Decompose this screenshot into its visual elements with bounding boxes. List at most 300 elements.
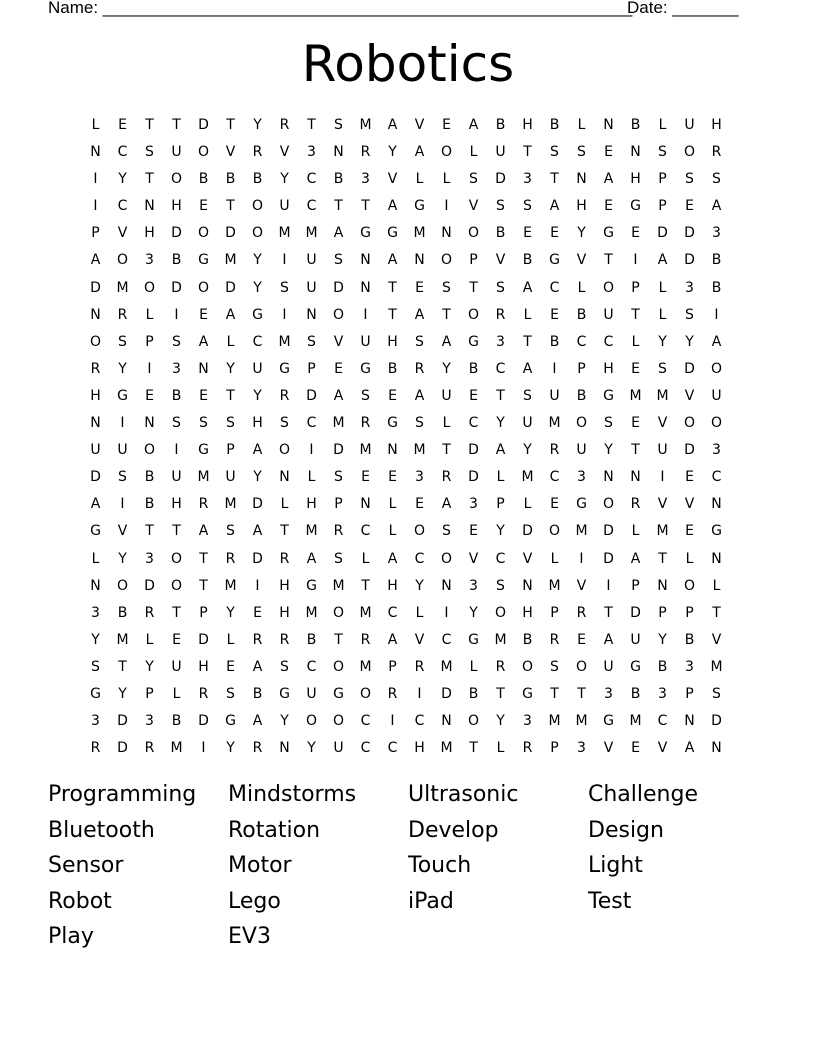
grid-letter: E	[631, 360, 640, 377]
grid-letter: A	[441, 496, 452, 513]
grid-letter: O	[143, 442, 156, 459]
grid-letter: G	[225, 713, 236, 730]
grid-letter: L	[496, 740, 505, 757]
grid-letter: S	[604, 415, 613, 432]
grid-letter: V	[603, 740, 614, 757]
word-search-grid	[82, 114, 730, 764]
grid-letter: N	[198, 360, 209, 377]
grid-letter: D	[333, 442, 344, 459]
grid-letter: Y	[91, 631, 100, 648]
grid-letter: S	[172, 333, 181, 350]
grid-letter: U	[495, 144, 506, 161]
grid-letter: R	[252, 144, 263, 161]
grid-letter: O	[440, 252, 453, 269]
grid-letter: N	[144, 198, 155, 215]
grid-letter: O	[170, 550, 183, 567]
grid-letter: L	[415, 171, 424, 188]
grid-letter: V	[279, 144, 290, 161]
grid-letter: C	[495, 360, 506, 377]
grid-letter: S	[280, 658, 289, 675]
grid-letter: Y	[118, 360, 127, 377]
grid-letter: I	[444, 604, 449, 621]
grid-letter: S	[415, 415, 424, 432]
grid-letter: P	[91, 225, 100, 242]
grid-letter: D	[90, 279, 101, 296]
grid-letter: A	[414, 306, 425, 323]
grid-letter: S	[118, 333, 127, 350]
grid-letter: 3	[523, 171, 532, 188]
grid-letter: C	[360, 523, 371, 540]
worksheet-header	[48, 0, 748, 20]
grid-letter: G	[306, 577, 317, 594]
grid-letter: C	[360, 740, 371, 757]
grid-letter: S	[496, 577, 505, 594]
grid-letter: H	[603, 360, 614, 377]
grid-letter: B	[387, 360, 398, 377]
grid-letter: P	[631, 279, 640, 296]
grid-letter: S	[226, 523, 235, 540]
grid-letter: G	[279, 360, 290, 377]
grid-letter: R	[441, 469, 452, 486]
grid-letter: R	[549, 631, 560, 648]
grid-letter: M	[494, 631, 507, 648]
grid-letter: G	[468, 631, 479, 648]
grid-letter: B	[171, 713, 182, 730]
grid-letter: E	[469, 387, 478, 404]
grid-letter: 3	[523, 713, 532, 730]
grid-letter: R	[252, 740, 263, 757]
grid-letter: H	[711, 117, 722, 133]
grid-letter: Y	[604, 442, 613, 459]
grid-letter: U	[171, 469, 182, 486]
grid-letter: S	[496, 279, 505, 296]
grid-letter: B	[171, 387, 182, 404]
grid-letter: R	[90, 360, 101, 377]
grid-letter: U	[306, 279, 317, 296]
grid-letter: N	[603, 117, 614, 133]
grid-letter: A	[387, 117, 398, 133]
grid-letter: V	[684, 387, 695, 404]
grid-letter: D	[225, 279, 236, 296]
grid-letter: O	[548, 523, 561, 540]
grid-letter: U	[441, 387, 452, 404]
grid-letter: G	[630, 198, 641, 215]
grid-letter: P	[145, 685, 154, 702]
grid-letter: O	[116, 252, 129, 269]
word-list-item: Sensor	[48, 853, 124, 879]
grid-letter: H	[171, 496, 182, 513]
grid-letter: C	[549, 469, 560, 486]
grid-letter: O	[143, 279, 156, 296]
grid-letter: B	[468, 360, 479, 377]
grid-letter: R	[279, 631, 290, 648]
grid-letter: G	[468, 333, 479, 350]
grid-letter: N	[684, 713, 695, 730]
grid-letter: U	[117, 442, 128, 459]
grid-letter: C	[360, 713, 371, 730]
grid-letter: D	[306, 387, 317, 404]
grid-letter: N	[90, 415, 101, 432]
grid-letter: C	[306, 171, 317, 188]
grid-letter: O	[467, 225, 480, 242]
grid-letter: G	[711, 523, 722, 540]
grid-letter: V	[414, 117, 425, 133]
grid-letter: D	[90, 469, 101, 486]
grid-letter: O	[710, 360, 723, 377]
grid-letter: M	[440, 658, 453, 675]
grid-letter: L	[658, 306, 667, 323]
grid-letter: H	[387, 577, 398, 594]
grid-letter: I	[93, 171, 98, 188]
grid-letter: G	[603, 713, 614, 730]
grid-letter: D	[117, 713, 128, 730]
grid-letter: C	[387, 740, 398, 757]
grid-letter: M	[359, 658, 372, 675]
grid-letter: L	[361, 550, 370, 567]
grid-letter: B	[522, 631, 533, 648]
grid-letter: L	[442, 415, 451, 432]
grid-letter: Y	[226, 360, 235, 377]
grid-letter: R	[144, 740, 155, 757]
grid-letter: B	[144, 469, 155, 486]
grid-letter: M	[332, 415, 345, 432]
grid-letter: S	[658, 144, 667, 161]
grid-letter: S	[523, 198, 532, 215]
grid-letter: C	[117, 144, 128, 161]
grid-letter: M	[548, 415, 561, 432]
grid-letter: I	[633, 252, 638, 269]
grid-letter: P	[658, 171, 667, 188]
grid-letter: P	[550, 740, 559, 757]
grid-letter: D	[333, 279, 344, 296]
grid-letter: E	[469, 523, 478, 540]
grid-letter: P	[658, 604, 667, 621]
grid-letter: 3	[577, 740, 586, 757]
grid-letter: S	[469, 171, 478, 188]
grid-letter: A	[414, 387, 425, 404]
grid-letter: T	[361, 198, 370, 215]
grid-letter: A	[387, 252, 398, 269]
grid-letter: N	[711, 740, 722, 757]
grid-letter: P	[685, 685, 694, 702]
grid-letter: U	[171, 658, 182, 675]
grid-letter: G	[360, 360, 371, 377]
grid-letter: M	[413, 442, 426, 459]
grid-letter: S	[280, 279, 289, 296]
word-list-item: Develop	[408, 817, 499, 843]
grid-letter: G	[387, 225, 398, 242]
grid-letter: G	[198, 252, 209, 269]
grid-letter: E	[550, 496, 559, 513]
grid-letter: I	[120, 496, 125, 513]
grid-letter: A	[198, 333, 209, 350]
grid-letter: C	[252, 333, 263, 350]
grid-letter: N	[414, 252, 425, 269]
grid-letter: A	[90, 496, 101, 513]
grid-letter: A	[468, 117, 479, 133]
grid-letter: P	[550, 604, 559, 621]
grid-letter: I	[552, 360, 557, 377]
grid-letter: S	[118, 469, 127, 486]
grid-letter: N	[657, 577, 668, 594]
grid-letter: 3	[604, 685, 613, 702]
grid-letter: O	[359, 685, 372, 702]
grid-letter: N	[603, 469, 614, 486]
grid-letter: M	[413, 225, 426, 242]
grid-letter: G	[576, 496, 587, 513]
grid-letter: T	[712, 604, 721, 621]
grid-letter: U	[333, 740, 344, 757]
grid-letter: R	[495, 306, 506, 323]
grid-letter: Y	[469, 604, 478, 621]
grid-letter: E	[577, 631, 586, 648]
grid-letter: R	[549, 442, 560, 459]
grid-letter: R	[198, 496, 209, 513]
grid-letter: O	[467, 713, 480, 730]
grid-letter: L	[91, 550, 100, 567]
grid-letter: D	[657, 225, 668, 242]
grid-letter: B	[495, 225, 506, 242]
grid-letter: V	[414, 631, 425, 648]
grid-letter: M	[440, 740, 453, 757]
grid-letter: P	[631, 577, 640, 594]
grid-letter: T	[442, 442, 451, 459]
grid-letter: M	[656, 523, 669, 540]
grid-letter: D	[171, 225, 182, 242]
grid-letter: C	[414, 713, 425, 730]
grid-letter: E	[631, 415, 640, 432]
grid-letter: D	[630, 604, 641, 621]
grid-letter: M	[575, 523, 588, 540]
grid-letter: S	[280, 415, 289, 432]
grid-letter: A	[387, 198, 398, 215]
grid-letter: E	[199, 387, 208, 404]
grid-letter: N	[630, 469, 641, 486]
grid-letter: B	[468, 685, 479, 702]
grid-letter: E	[415, 279, 424, 296]
grid-letter: V	[117, 523, 128, 540]
grid-letter: B	[171, 252, 182, 269]
grid-letter: T	[631, 442, 640, 459]
grid-letter: B	[684, 631, 695, 648]
grid-letter: O	[197, 225, 210, 242]
grid-letter: N	[90, 577, 101, 594]
grid-letter: E	[253, 604, 262, 621]
grid-letter: A	[441, 333, 452, 350]
grid-letter: S	[496, 198, 505, 215]
grid-letter: U	[603, 306, 614, 323]
grid-letter: 3	[91, 604, 100, 621]
grid-letter: D	[684, 225, 695, 242]
grid-letter: U	[711, 387, 722, 404]
grid-letter: M	[305, 523, 318, 540]
grid-letter: V	[117, 225, 128, 242]
grid-letter: D	[711, 713, 722, 730]
grid-letter: L	[550, 550, 559, 567]
grid-letter: T	[145, 523, 154, 540]
grid-letter: Y	[253, 469, 262, 486]
grid-letter: Y	[442, 360, 451, 377]
grid-letter: Y	[226, 604, 235, 621]
grid-letter: S	[550, 658, 559, 675]
grid-letter: L	[388, 523, 397, 540]
grid-letter: L	[145, 306, 154, 323]
grid-letter: N	[576, 171, 587, 188]
grid-letter: G	[630, 658, 641, 675]
grid-letter: S	[442, 523, 451, 540]
grid-letter: E	[631, 740, 640, 757]
grid-letter: U	[657, 442, 668, 459]
grid-letter: T	[226, 117, 235, 133]
grid-letter: C	[414, 550, 425, 567]
grid-letter: V	[468, 198, 479, 215]
grid-letter: E	[442, 117, 451, 133]
grid-letter: T	[496, 387, 505, 404]
grid-letter: C	[576, 333, 587, 350]
grid-letter: E	[388, 387, 397, 404]
grid-letter: V	[684, 496, 695, 513]
grid-letter: L	[415, 604, 424, 621]
grid-letter: R	[144, 604, 155, 621]
grid-letter: 3	[469, 496, 478, 513]
grid-letter: S	[91, 658, 100, 675]
grid-letter: C	[387, 604, 398, 621]
grid-letter: E	[361, 469, 370, 486]
grid-letter: T	[172, 117, 181, 133]
grid-letter: A	[684, 740, 695, 757]
grid-letter: A	[387, 550, 398, 567]
grid-letter: T	[469, 279, 478, 296]
grid-letter: O	[332, 604, 345, 621]
grid-letter: L	[712, 577, 721, 594]
grid-letter: A	[333, 225, 344, 242]
word-list-item: Bluetooth	[48, 817, 155, 843]
grid-letter: L	[469, 144, 478, 161]
grid-letter: M	[656, 387, 669, 404]
grid-letter: O	[683, 144, 696, 161]
grid-letter: P	[577, 360, 586, 377]
grid-letter: B	[576, 306, 587, 323]
grid-letter: T	[388, 306, 397, 323]
grid-letter: T	[226, 198, 235, 215]
grid-letter: T	[496, 685, 505, 702]
grid-letter: S	[145, 144, 154, 161]
grid-letter: U	[603, 658, 614, 675]
grid-letter: D	[198, 631, 209, 648]
grid-letter: I	[174, 306, 179, 323]
word-list-item: Motor	[228, 853, 292, 879]
grid-letter: S	[712, 685, 721, 702]
grid-letter: A	[252, 658, 263, 675]
grid-letter: V	[576, 577, 587, 594]
grid-letter: B	[630, 685, 641, 702]
grid-letter: C	[468, 415, 479, 432]
grid-letter: O	[332, 713, 345, 730]
word-list-item: Design	[588, 817, 664, 843]
grid-letter: O	[413, 523, 426, 540]
grid-letter: D	[144, 577, 155, 594]
grid-letter: D	[684, 252, 695, 269]
grid-letter: C	[306, 415, 317, 432]
grid-letter: V	[495, 252, 506, 269]
grid-letter: M	[224, 252, 237, 269]
word-list-item: Robot	[48, 888, 112, 914]
grid-letter: S	[550, 144, 559, 161]
grid-letter: T	[550, 685, 559, 702]
grid-letter: I	[201, 740, 206, 757]
grid-letter: 3	[415, 469, 424, 486]
grid-letter: S	[712, 171, 721, 188]
grid-letter: O	[467, 306, 480, 323]
grid-letter: M	[197, 469, 210, 486]
grid-letter: G	[198, 442, 209, 459]
grid-letter: B	[252, 685, 263, 702]
grid-letter: V	[576, 252, 587, 269]
grid-letter: M	[224, 496, 237, 513]
grid-letter: M	[359, 117, 372, 133]
grid-letter: L	[577, 279, 586, 296]
grid-letter: R	[495, 658, 506, 675]
grid-letter: B	[198, 171, 209, 188]
grid-letter: R	[279, 117, 290, 133]
grid-letter: R	[576, 604, 587, 621]
grid-letter: I	[309, 442, 314, 459]
grid-letter: B	[657, 658, 668, 675]
grid-letter: 3	[685, 658, 694, 675]
grid-letter: O	[332, 658, 345, 675]
grid-letter: B	[252, 171, 263, 188]
grid-letter: O	[521, 658, 534, 675]
grid-letter: N	[360, 279, 371, 296]
grid-letter: G	[90, 523, 101, 540]
grid-letter: Y	[307, 740, 316, 757]
grid-letter: T	[469, 740, 478, 757]
grid-letter: C	[603, 333, 614, 350]
grid-letter: U	[306, 685, 317, 702]
grid-letter: S	[172, 415, 181, 432]
grid-letter: G	[333, 685, 344, 702]
grid-letter: M	[359, 604, 372, 621]
grid-letter: L	[631, 523, 640, 540]
grid-letter: G	[117, 387, 128, 404]
grid-letter: D	[252, 550, 263, 567]
grid-letter: L	[658, 279, 667, 296]
grid-letter: 3	[91, 713, 100, 730]
grid-letter: Y	[253, 252, 262, 269]
name-field-label: Name: ________________________________________________________	[48, 0, 633, 17]
grid-letter: O	[251, 198, 264, 215]
grid-letter: O	[440, 550, 453, 567]
grid-letter: V	[225, 144, 236, 161]
grid-letter: C	[306, 198, 317, 215]
grid-letter: O	[278, 442, 291, 459]
grid-letter: A	[198, 523, 209, 540]
grid-letter: T	[280, 523, 289, 540]
grid-letter: 3	[361, 171, 370, 188]
grid-letter: M	[305, 604, 318, 621]
grid-letter: L	[280, 496, 289, 513]
grid-letter: U	[252, 360, 263, 377]
grid-letter: D	[198, 713, 209, 730]
grid-letter: N	[144, 415, 155, 432]
grid-letter: N	[279, 740, 290, 757]
grid-letter: G	[360, 225, 371, 242]
grid-letter: O	[197, 144, 210, 161]
grid-letter: E	[172, 631, 181, 648]
grid-letter: I	[579, 550, 584, 567]
grid-letter: I	[93, 198, 98, 215]
grid-letter: T	[172, 604, 181, 621]
